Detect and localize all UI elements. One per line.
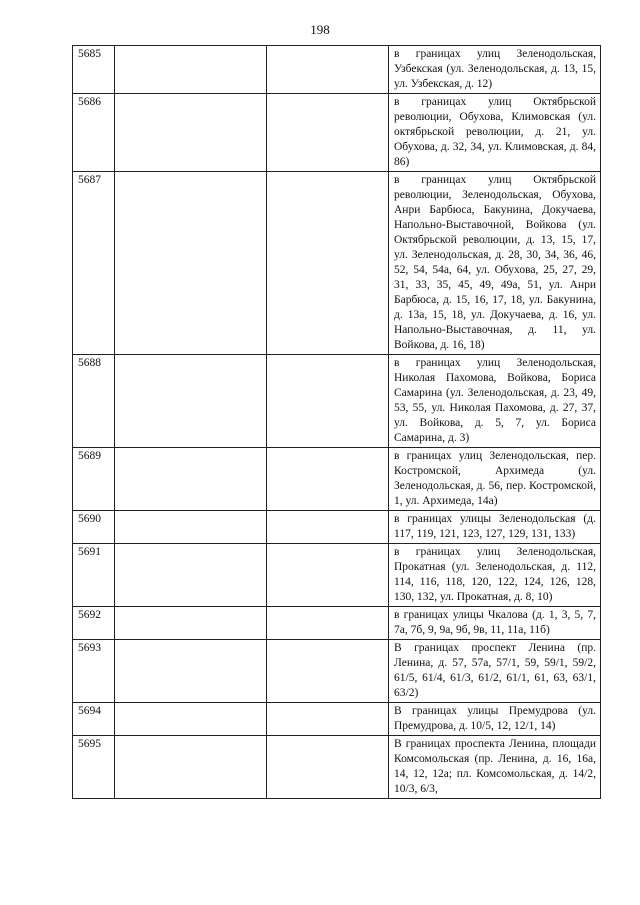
empty-cell [267,172,389,355]
row-number-cell: 5685 [73,46,115,94]
row-number-cell: 5687 [73,172,115,355]
empty-cell [267,703,389,736]
boundary-description-cell: в границах улиц Зеленодольская, Узбекская (ул. Зеленодольская, д. 13, 15, ул. Узбекская, д. 12) [389,46,601,94]
empty-cell [115,355,267,448]
empty-cell [267,448,389,511]
boundary-description-cell: в границах улицы Зеленодольская (д. 117, 119, 121, 123, 127, 129, 131, 133) [389,511,601,544]
table-row [73,640,601,703]
row-number-cell: 5686 [73,94,115,172]
boundary-description-cell: В границах улицы Премудрова (ул. Премудрова, д. 10/5, 12, 12/1, 14) [389,703,601,736]
empty-cell [115,607,267,640]
table-row [73,355,601,448]
empty-cell [267,607,389,640]
empty-cell [115,736,267,799]
boundary-description-cell: в границах улиц Зеленодольская, пер. Костромской, Архимеда (ул. Зеленодольская, д. 56, пер. Костромской, 1, ул. Архимеда, 14а) [389,448,601,511]
row-number-cell: 5695 [73,736,115,799]
row-number-cell: 5690 [73,511,115,544]
table-row [73,94,601,172]
table-row [73,448,601,511]
table-row [73,703,601,736]
table-row [73,607,601,640]
empty-cell [267,544,389,607]
empty-cell [267,46,389,94]
boundary-description-cell: В границах проспект Ленина (пр. Ленина, д. 57, 57а, 57/1, 59, 59/1, 59/2, 61/5, 61/4, 61/3, 61/2, 61/1, 61, 63, 63/1, 63/2) [389,640,601,703]
boundary-description-cell: в границах улиц Зеленодольская, Прокатная (ул. Зеленодольская, д. 112, 114, 116, 118, 120, 122, 124, 126, 128, 130, 132, ул. Прокатная, д. 8, 10) [389,544,601,607]
empty-cell [115,703,267,736]
row-number-cell: 5694 [73,703,115,736]
empty-cell [115,94,267,172]
empty-cell [115,172,267,355]
empty-cell [267,94,389,172]
boundary-description-cell: в границах улиц Зеленодольская, Николая Пахомова, Войкова, Бориса Самарина (ул. Зеленодольская, д. 23, 49, 53, 55, ул. Николая Пахомова, д. 27, 37, ул. Войкова, д. 5, 7, ул. Бориса Самарина, д. 3) [389,355,601,448]
row-number-cell: 5692 [73,607,115,640]
empty-cell [115,640,267,703]
row-number-cell: 5693 [73,640,115,703]
page-number: 198 [310,22,330,37]
table-row [73,172,601,355]
empty-cell [267,640,389,703]
table-row [73,736,601,799]
boundary-description-cell: В границах проспекта Ленина, площади Комсомольская (пр. Ленина, д. 16, 16а, 14, 12, 12а; пл. Комсомольская, д. 14/2, 10/3, 6/3, [389,736,601,799]
row-number-cell: 5689 [73,448,115,511]
boundary-description-cell: в границах улиц Октябрьской революции, Зеленодольская, Обухова, Анри Барбюса, Бакунина, Докучаева, Напольно-Выставочной, Войкова (ул. Октябрьской революции, д. 13, 15, 17, ул. Зеленодольская, д. 28, 30, 34, 36, 46, 52, 54, 54а, 64, ул. Обухова, 25, 27, 29, 31, 33, 35, 45, 49, 49а, 51, ул. Анри Барбюса, д. 15, 16, 17, 18, ул. Бакунина, д. 13а, 15, 18, ул. Докучаева, д. 16, ул. Напольно-Выставочная, д. 11, ул. Войкова, д. 16, 18) [389,172,601,355]
row-number-cell: 5688 [73,355,115,448]
empty-cell [115,511,267,544]
address-table [72,45,601,799]
empty-cell [115,46,267,94]
empty-cell [267,736,389,799]
empty-cell [267,355,389,448]
table-row [73,544,601,607]
boundary-description-cell: в границах улицы Чкалова (д. 1, 3, 5, 7, 7а, 7б, 9, 9а, 9б, 9в, 11, 11а, 11б) [389,607,601,640]
table-row [73,511,601,544]
table-row [73,46,601,94]
empty-cell [115,448,267,511]
empty-cell [115,544,267,607]
row-number-cell: 5691 [73,544,115,607]
empty-cell [267,511,389,544]
boundary-description-cell: в границах улиц Октябрьской революции, Обухова, Климовская (ул. октябрьской революции, д. 21, ул. Обухова, д. 32, 34, ул. Климовская, д. 84, 86) [389,94,601,172]
